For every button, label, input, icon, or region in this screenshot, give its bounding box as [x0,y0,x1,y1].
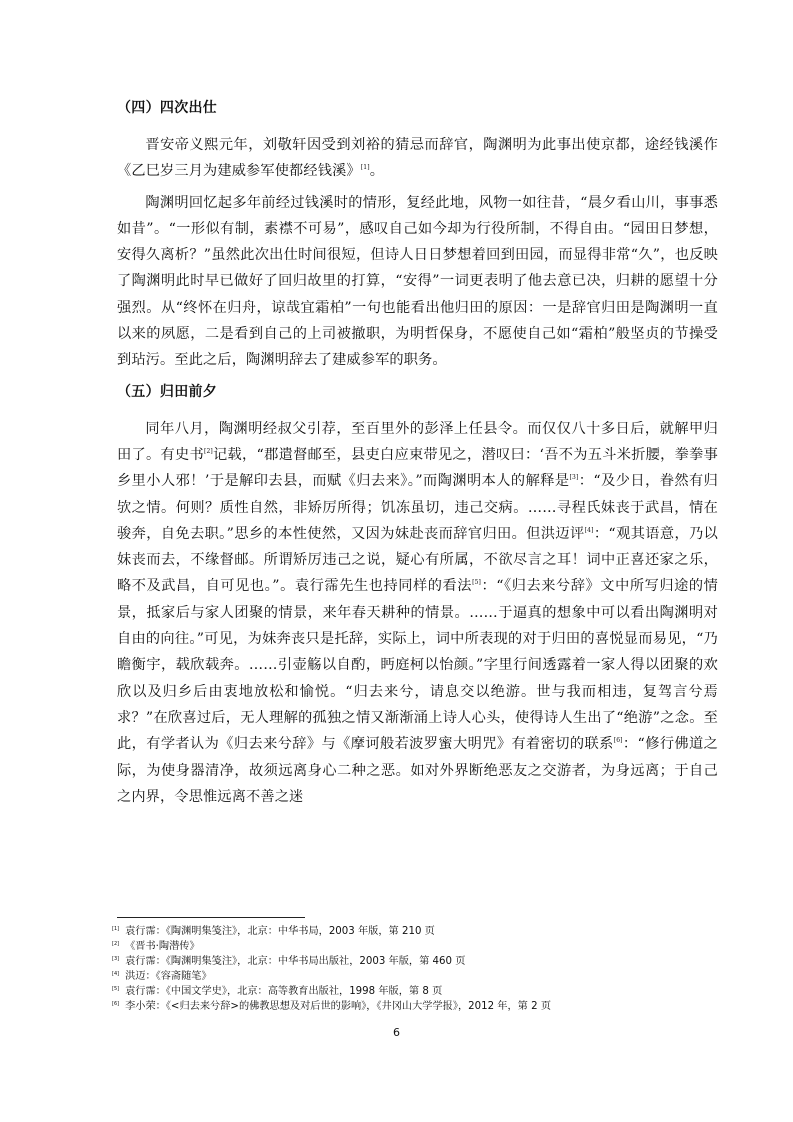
footnote-ref[interactable]: [2] [203,447,213,455]
footnote-separator [117,917,305,918]
footnote-ref[interactable]: [5] [472,579,482,587]
footnotes [112,924,722,1014]
footnote: [4] 洪迈：《容斋随笔》 [112,971,212,982]
footnote-ref[interactable]: [4] [584,526,594,534]
footnote: [2] 《晋书·陶潜传》 [112,941,200,952]
footnote: [5] 袁行霈：《中国文学史》，北京：高等教育出版社，1998 年版，第 8 页 [112,986,443,997]
paragraph: 陶渊明回忆起多年前经过钱溪时的情形，复经此地，风物一如往昔，“晨夕看山川，事事悉如昔”。“一形似有制，素襟不可易”，感叹自己如今却为行役所制，不得自由。“园田日梦想，安得久离析？”虽然此次出仕时间很短，但诗人日日梦想着回到田园，而显得非常“久”，也反映了陶渊明此时早已做好了回归故里的打算，“安得”一词更表明了他去意已决，归耕的愿望十分强烈。从“终怀在归舟，谅哉宜霜柏”一句也能看出他归田的原因：一是辞官归田是陶渊明一直以来的夙愿，二是看到自己的上司被撤职，为明哲保身，不愿使自己如“霜柏”般坚贞的节操受到玷污。至此之后，陶渊明辞去了建威参军的职务。 [117,194,718,369]
footnote-ref[interactable]: [6] [613,737,623,745]
footnote-ref[interactable]: [1] [360,164,370,172]
footnote: [3] 袁行霈：《陶渊明集笺注》，北京：中华书局出版社，2003 年版，第 460 页 [112,956,466,967]
section-heading-5: （五）归田前夕 [117,383,218,400]
page-number: 6 [393,1026,400,1039]
paragraph: 晋安帝义熙元年，刘敬轩因受到刘裕的猜忌而辞官，陶渊明为此事出使京都，途经钱溪作《乙巳岁三月为建威参军使都经钱溪》[1]。 [117,137,718,180]
footnote-ref[interactable]: [3] [569,474,579,482]
paragraph: 同年八月，陶渊明经叔父引荐，至百里外的彭泽上任县令。而仅仅八十多日后，就解甲归田了。有史书[2]记载，“郡遣督邮至，县吏白应束带见之，潜叹曰：‘吾不为五斗米折腰，拳拳事乡里小人邪！’于是解印去县，而赋《归去来》。”而陶渊明本人的解释是[3]：“及少日，眷然有归欤之情。何则？质性自然，非矫厉所得；饥冻虽切，违己交病。……寻程氏妹丧于武昌，情在骏奔，自免去职。”思乡的本性使然，又因为妹赴丧而辞官归田。但洪迈评[4]：“观其语意，乃以妹丧而去，不缘督邮。所谓矫厉违己之说，疑心有所属，不欲尽言之耳！词中正喜还家之乐，略不及武昌，自可见也。”。袁行霈先生也持同样的看法[5]：“《归去来兮辞》文中所写归途的情景，抵家后与家人团聚的情景，来年春天耕种的情景。……于逼真的想象中可以看出陶渊明对自由的向往。”可见，为妹奔丧只是托辞，实际上，词中所表现的对于归田的喜悦显而易见，“乃瞻衡宇，载欣载奔。……引壶觞以自酌，眄庭柯以怡颜。”字里行间透露着一家人得以团聚的欢欣以及归乡后由衷地放松和愉悦。“归去来兮，请息交以绝游。世与我而相违，复驾言兮焉求？”在欣喜过后，无人理解的孤独之情又渐渐涌上诗人心头，使得诗人生出了“绝游”之念。至此，有学者认为《归去来兮辞》与《摩诃般若波罗蜜大明咒》有着密切的联系[6]：“修行佛道之际，为使身器清净，故须远离身心二种之恶。如对外界断绝恶友之交游者，为身远离；于自己之内界，令思惟远离不善之迷 [117,420,719,805]
section-heading-4: （四）四次出仕 [117,100,218,116]
footnote: [1] 袁行霈：《陶渊明集笺注》，北京：中华书局，2003 年版，第 210 页 [112,926,435,937]
page-body [117,96,718,810]
footnote: [6] 李小荣：《<归去来兮辞>的佛教思想及对后世的影响》，《井冈山大学学报》，2012 年，第 2 页 [112,1001,552,1012]
